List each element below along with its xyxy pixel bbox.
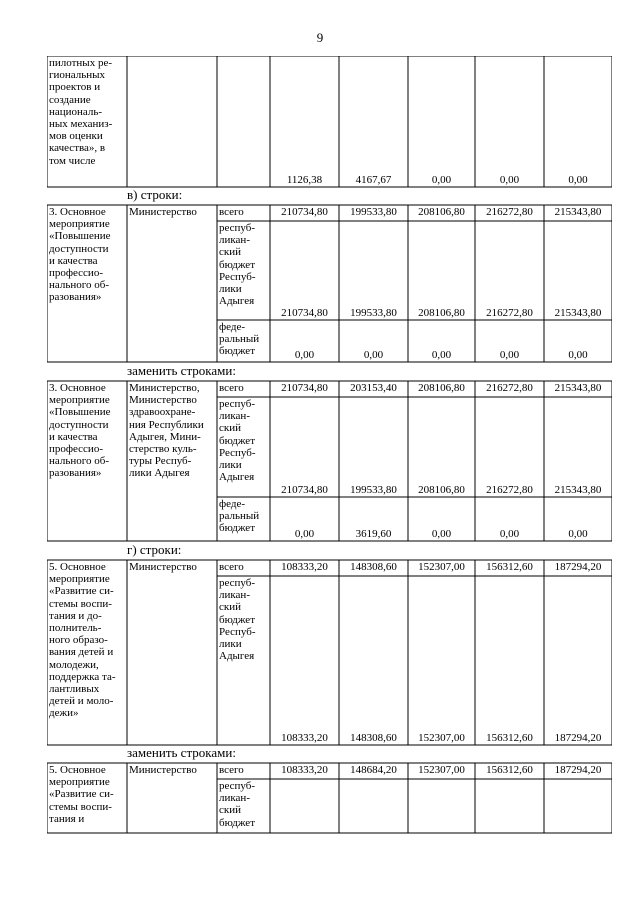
value-cell bbox=[544, 205, 612, 221]
value-cell bbox=[339, 320, 408, 362]
value-cell-text: 152307,00 bbox=[418, 561, 465, 573]
section-header-v: в) строки: bbox=[127, 187, 183, 202]
value-cell-text: 187294,20 bbox=[554, 731, 602, 744]
value-cell bbox=[408, 779, 475, 833]
activity-name-cell-text: пилотных ре- гиональных проектов и создание националь- ных механиз- мов оценки качества», в том числе bbox=[49, 57, 113, 167]
value-cell-text: 0,00 bbox=[499, 173, 520, 186]
value-cell-text: 216272,80 bbox=[486, 483, 533, 496]
value-cell bbox=[544, 497, 612, 541]
value-cell bbox=[475, 205, 544, 221]
value-cell bbox=[270, 56, 339, 187]
value-cell-text: 215343,80 bbox=[554, 206, 602, 218]
value-cell-text: 208106,80 bbox=[418, 306, 465, 319]
value-cell-text: 208106,80 bbox=[418, 483, 465, 496]
executor-cell-text: Министерство bbox=[129, 764, 197, 776]
value-cell bbox=[270, 221, 339, 320]
section-header-replace-1: заменить строками: bbox=[127, 363, 236, 378]
funding-type-cell bbox=[217, 497, 270, 541]
value-cell-text: 0,00 bbox=[499, 348, 520, 361]
value-cell-text: 210734,80 bbox=[281, 306, 328, 319]
value-cell bbox=[339, 56, 408, 187]
funding-type-cell bbox=[217, 205, 270, 221]
value-cell-text: 215343,80 bbox=[554, 483, 602, 496]
value-cell bbox=[408, 397, 475, 497]
funding-type-cell-text: всего bbox=[219, 764, 244, 776]
value-cell bbox=[270, 205, 339, 221]
value-cell-text: 1126,38 bbox=[286, 173, 323, 186]
value-cell bbox=[339, 779, 408, 833]
value-cell-text: 148308,60 bbox=[350, 561, 397, 573]
value-cell bbox=[544, 320, 612, 362]
value-cell-text: 199533,80 bbox=[350, 206, 397, 218]
value-cell bbox=[544, 397, 612, 497]
executor-cell-text: Министерство, Министерство здравоохране- ния Республики Адыгея, Мини- стерство куль- туры Респуб- лики Адыгея bbox=[129, 382, 204, 480]
value-cell bbox=[475, 763, 544, 779]
value-cell bbox=[339, 497, 408, 541]
value-cell-text: 187294,20 bbox=[554, 561, 602, 573]
executor-cell bbox=[127, 763, 217, 833]
value-cell bbox=[544, 381, 612, 397]
value-cell bbox=[544, 763, 612, 779]
value-cell bbox=[408, 576, 475, 745]
activity-name-cell bbox=[47, 56, 127, 187]
activity-name-cell-text: 3. Основное мероприятие «Повышение доступности и качества профессио- нального об- разования» bbox=[49, 382, 111, 480]
activity-name-cell bbox=[47, 205, 127, 362]
value-cell bbox=[270, 779, 339, 833]
executor-cell-text: Министерство bbox=[129, 206, 197, 218]
activity-name-cell-text: 3. Основное мероприятие «Повышение доступности и качества профессио- нального об- разования» bbox=[49, 206, 111, 304]
funding-type-cell bbox=[217, 320, 270, 362]
value-cell-text: 156312,60 bbox=[486, 764, 533, 776]
executor-cell bbox=[127, 381, 217, 541]
value-cell bbox=[475, 381, 544, 397]
value-cell-text: 108333,20 bbox=[281, 731, 328, 744]
value-cell bbox=[339, 763, 408, 779]
value-cell-text: 210734,80 bbox=[281, 382, 328, 394]
value-cell bbox=[339, 576, 408, 745]
value-cell bbox=[339, 397, 408, 497]
value-cell bbox=[270, 320, 339, 362]
value-cell-text: 216272,80 bbox=[486, 206, 533, 218]
value-cell-text: 0,00 bbox=[568, 173, 588, 186]
value-cell bbox=[475, 560, 544, 576]
value-cell-text: 215343,80 bbox=[554, 306, 602, 319]
executor-cell bbox=[127, 560, 217, 745]
value-cell-text: 216272,80 bbox=[486, 306, 533, 319]
value-cell bbox=[339, 221, 408, 320]
funding-type-cell-text: всего bbox=[219, 561, 244, 573]
value-cell-text: 156312,60 bbox=[486, 561, 533, 573]
value-cell-text: 208106,80 bbox=[418, 206, 465, 218]
funding-type-cell-text: респуб- ликан- ский бюджет Респуб- лики Адыгея bbox=[219, 577, 256, 663]
value-cell-text: 148684,20 bbox=[350, 764, 397, 776]
activity-name-cell-text: 5. Основное мероприятие «Развитие си- стемы воспи- тания и до- полнитель- ного образо- вания детей и молодежи, поддержка та- лантливых детей и моло- дежи» bbox=[49, 561, 116, 720]
value-cell-text: 4167,67 bbox=[355, 173, 392, 186]
value-cell bbox=[475, 397, 544, 497]
value-cell-text: 0,00 bbox=[294, 348, 315, 361]
value-cell bbox=[408, 560, 475, 576]
value-cell-text: 0,00 bbox=[568, 527, 588, 540]
funding-type-cell-text: феде- ральный бюджет bbox=[219, 498, 260, 535]
funding-type-cell bbox=[217, 779, 270, 833]
section-header-replace-2: заменить строками: bbox=[127, 745, 236, 760]
value-cell bbox=[408, 205, 475, 221]
value-cell-text: 148308,60 bbox=[350, 731, 397, 744]
value-cell bbox=[544, 779, 612, 833]
value-cell-text: 0,00 bbox=[499, 527, 520, 540]
value-cell bbox=[270, 560, 339, 576]
value-cell bbox=[270, 763, 339, 779]
value-cell-text: 216272,80 bbox=[486, 382, 533, 394]
activity-name-cell-text: 5. Основное мероприятие «Развитие си- стемы воспи- тания и bbox=[49, 764, 114, 825]
value-cell-text: 0,00 bbox=[431, 348, 452, 361]
value-cell bbox=[339, 205, 408, 221]
value-cell bbox=[270, 397, 339, 497]
value-cell bbox=[408, 56, 475, 187]
funding-type-cell bbox=[217, 560, 270, 576]
value-cell bbox=[475, 497, 544, 541]
executor-cell bbox=[127, 205, 217, 362]
value-cell-text: 199533,80 bbox=[350, 306, 397, 319]
value-cell bbox=[544, 56, 612, 187]
value-cell bbox=[544, 221, 612, 320]
value-cell-text: 3619,60 bbox=[355, 527, 392, 540]
value-cell-text: 0,00 bbox=[568, 348, 588, 361]
section-header-g: г) строки: bbox=[127, 542, 182, 557]
value-cell bbox=[408, 763, 475, 779]
value-cell-text: 0,00 bbox=[294, 527, 315, 540]
funding-type-cell-text: всего bbox=[219, 382, 244, 394]
activity-name-cell bbox=[47, 381, 127, 541]
value-cell bbox=[270, 576, 339, 745]
value-cell-text: 0,00 bbox=[431, 173, 452, 186]
value-cell bbox=[339, 560, 408, 576]
value-cell-text: 152307,00 bbox=[418, 764, 465, 776]
value-cell-text: 0,00 bbox=[363, 348, 384, 361]
value-cell bbox=[475, 320, 544, 362]
funding-type-cell bbox=[217, 397, 270, 497]
value-cell-text: 108333,20 bbox=[281, 764, 328, 776]
activity-name-cell bbox=[47, 763, 127, 833]
value-cell bbox=[475, 779, 544, 833]
budget-table bbox=[47, 56, 612, 836]
funding-type-cell bbox=[217, 576, 270, 745]
value-cell bbox=[408, 320, 475, 362]
value-cell bbox=[408, 221, 475, 320]
value-cell-text: 203153,40 bbox=[350, 382, 397, 394]
value-cell bbox=[475, 56, 544, 187]
page-number: 9 bbox=[316, 30, 324, 45]
value-cell-text: 210734,80 bbox=[281, 483, 328, 496]
value-cell-text: 108333,20 bbox=[281, 561, 328, 573]
value-cell bbox=[270, 497, 339, 541]
value-cell-text: 208106,80 bbox=[418, 382, 465, 394]
value-cell-text: 210734,80 bbox=[281, 206, 328, 218]
value-cell-text: 199533,80 bbox=[350, 483, 397, 496]
activity-name-cell bbox=[47, 560, 127, 745]
value-cell-text: 187294,20 bbox=[554, 764, 602, 776]
value-cell bbox=[270, 381, 339, 397]
value-cell-text: 215343,80 bbox=[554, 382, 602, 394]
value-cell-text: 0,00 bbox=[431, 527, 452, 540]
value-cell-text: 156312,60 bbox=[486, 731, 533, 744]
value-cell bbox=[339, 381, 408, 397]
value-cell bbox=[408, 381, 475, 397]
funding-type-cell-text: респуб- ликан- ский бюджет bbox=[219, 780, 256, 829]
value-cell bbox=[544, 576, 612, 745]
funding-type-cell bbox=[217, 381, 270, 397]
executor-cell-text: Министерство bbox=[129, 561, 197, 573]
value-cell bbox=[475, 576, 544, 745]
value-cell-text: 152307,00 bbox=[418, 731, 465, 744]
funding-type-cell bbox=[217, 763, 270, 779]
value-cell bbox=[408, 497, 475, 541]
value-cell bbox=[475, 221, 544, 320]
value-cell bbox=[544, 560, 612, 576]
funding-type-cell-text: феде- ральный бюджет bbox=[219, 321, 260, 358]
funding-type-cell-text: респуб- ликан- ский бюджет Респуб- лики Адыгея bbox=[219, 398, 256, 484]
funding-type-cell-text: респуб- ликан- ский бюджет Респуб- лики Адыгея bbox=[219, 222, 256, 308]
funding-type-cell-text: всего bbox=[219, 206, 244, 218]
funding-type-cell bbox=[217, 221, 270, 320]
